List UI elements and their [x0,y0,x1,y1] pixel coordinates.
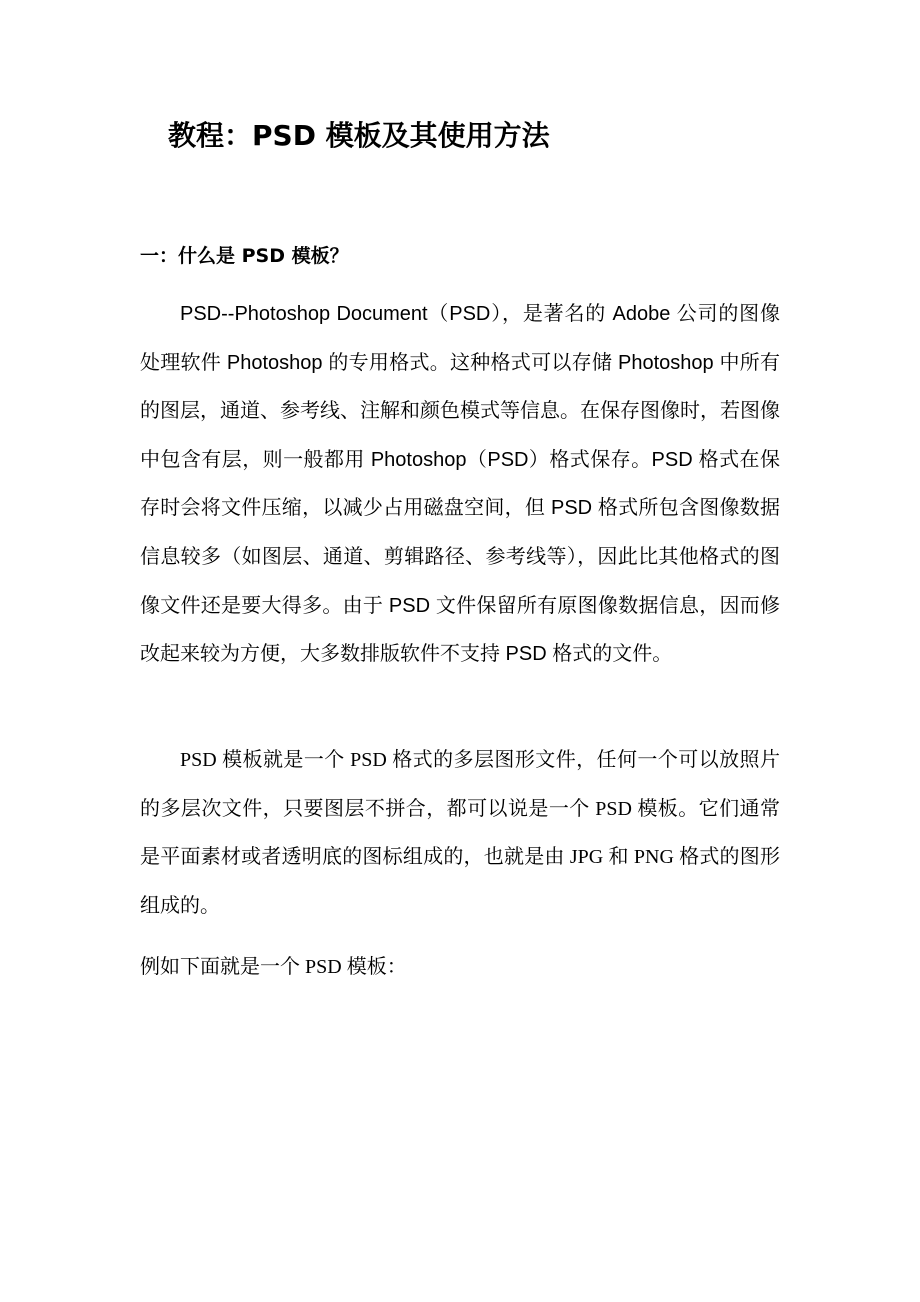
paragraph-psd-template: PSD 模板就是一个 PSD 格式的多层图形文件，任何一个可以放照片的多层次文件，只要图层不拼合，都可以说是一个 PSD 模板。它们通常是平面素材或者透明底的图标组成的，也就是由 JPG 和 PNG 格式的图形组成的。 [140,749,780,917]
section-heading: 一：什么是 PSD 模板？ [140,245,349,267]
paragraph-example-intro: 例如下面就是一个 PSD 模板： [140,956,407,978]
document-title: 教程：PSD 模板及其使用方法 [168,119,550,152]
paragraph-psd-definition: PSD--Photoshop Document（PSD），是著名的 Adobe 公司的图像处理软件 Photoshop 的专用格式。这种格式可以存储 Photoshop 中所有的图层，通道、参考线、注解和颜色模式等信息。在保存图像时，若图像中包含有层，则一般都用 Photoshop（PSD）格式保存。PSD 格式在保存时会将文件压缩，以减少占用磁盘空间，但 PSD 格式所包含图像数据信息较多（如图层、通道、剪辑路径、参考线等），因此比其他格式的图像文件还是要大得多。由于 PSD 文件保留所有原图像数据信息，因而修改起来较为方便，大多数排版软件不支持 PSD 格式的文件。 [140,303,780,666]
